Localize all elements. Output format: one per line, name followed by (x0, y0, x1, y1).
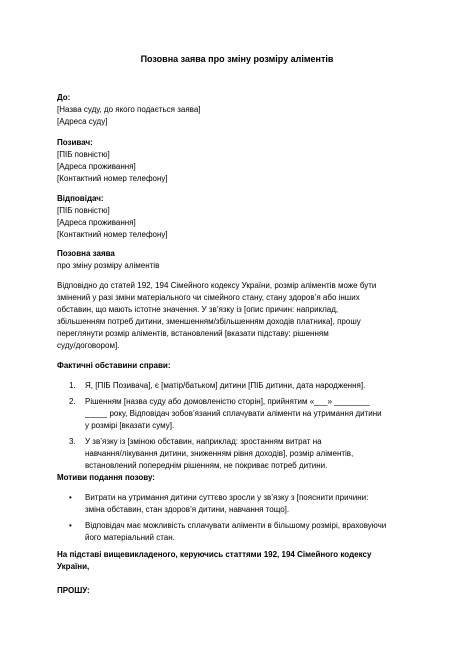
plaintiff-heading: Позивач: (57, 138, 93, 147)
defendant-heading: Відповідач: (57, 194, 104, 203)
list-item-line: Я, [ПІБ Позивача], є [матір/батьком] дитини [ПІБ дитини, дата народження]. (85, 381, 366, 390)
list-item (57, 520, 412, 544)
court-address: [Адреса суду] (57, 117, 108, 126)
plaintiff-address: [Адреса проживання] (57, 162, 136, 171)
motives-heading-block (57, 472, 412, 484)
list-item-line: Відповідач має можливість сплачувати аліменти в більшому розмірі, враховуючи (85, 521, 387, 530)
facts-heading-block (57, 360, 412, 372)
intro-line: обставин, що мають істотне значення. У зв’язку із [опис причин: наприклад, (57, 305, 339, 314)
list-item (57, 436, 412, 472)
bullet-icon: • (69, 521, 72, 530)
claim-subtitle: про зміну розміру аліментів (57, 261, 160, 270)
list-number: 1. (69, 381, 76, 390)
list-item-line: у розмірі [вказати суму]. (85, 421, 175, 430)
request-block (57, 585, 412, 597)
intro-line: суду/договором]. (57, 341, 120, 350)
bullet-icon: • (69, 493, 72, 502)
plaintiff-name: [ПІБ повністю] (57, 150, 110, 159)
claim-block (57, 248, 412, 272)
list-item-line: встановлений попереднім рішенням, не покриває потреб дитини. (85, 461, 328, 470)
basis-line: На підставі вищевикладеного, керуючись статтями 192, 194 Сімейного кодексу (57, 550, 372, 559)
list-item (57, 492, 412, 516)
basis-line: України, (57, 562, 90, 571)
motives-list (57, 492, 412, 548)
intro-line: змінений у разі зміни матеріального чи сімейного стану, стану здоров’я або інших (57, 293, 360, 302)
list-item-line: його матеріальний стан. (85, 533, 175, 542)
list-item-line: _____ року, Відповідач зобов’язаний сплачувати аліменти на утримання дитини (85, 409, 382, 418)
motives-heading: Мотиви подання позову: (57, 473, 155, 482)
intro-line: Відповідно до статей 192, 194 Сімейного кодексу України, розмір аліментів може бути (57, 281, 377, 290)
court-block (57, 92, 412, 128)
facts-list (57, 380, 412, 476)
defendant-name: [ПІБ повністю] (57, 206, 110, 215)
list-item (57, 380, 412, 392)
court-name: [Назва суду, до якого подається заява] (57, 105, 201, 114)
defendant-block (57, 193, 412, 241)
intro-paragraph (57, 280, 412, 352)
defendant-phone: [Контактний номер телефону] (57, 230, 168, 239)
intro-line: переглянути розмір аліментів, встановлений [вказати підставу: рішенням (57, 329, 329, 338)
defendant-address: [Адреса проживання] (57, 218, 136, 227)
facts-heading: Фактичні обставини справи: (57, 361, 171, 370)
list-number: 3. (69, 437, 76, 446)
plaintiff-block (57, 137, 412, 185)
list-item-line: Рішенням [назва суду або домовленістю сторін], прийнятим «___» ________ (85, 397, 370, 406)
list-item-line: навчання/лікування дитини, зниженням рівня доходів], розмір аліментів, (85, 449, 354, 458)
basis-block (57, 549, 412, 573)
list-item-line: зміна обставин, стан здоров’я дитини, навчання тощо]. (85, 505, 290, 514)
intro-line: збільшенням потреб дитини, зменшенням/збільшенням доходів платника], прошу (57, 317, 361, 326)
plaintiff-phone: [Контактний номер телефону] (57, 174, 168, 183)
list-item-line: Витрати на утримання дитини суттєво зросли у зв’язку з [пояснити причини: (85, 493, 369, 502)
list-item-line: У зв’язку із [зміною обставин, наприклад: зростанням витрат на (85, 437, 322, 446)
court-heading: До: (57, 93, 71, 102)
request-heading: ПРОШУ: (57, 586, 90, 595)
document-title: Позовна заява про зміну розміру аліментів (140, 54, 334, 64)
list-item (57, 396, 412, 432)
list-number: 2. (69, 397, 76, 406)
claim-heading: Позовна заява (57, 249, 115, 258)
